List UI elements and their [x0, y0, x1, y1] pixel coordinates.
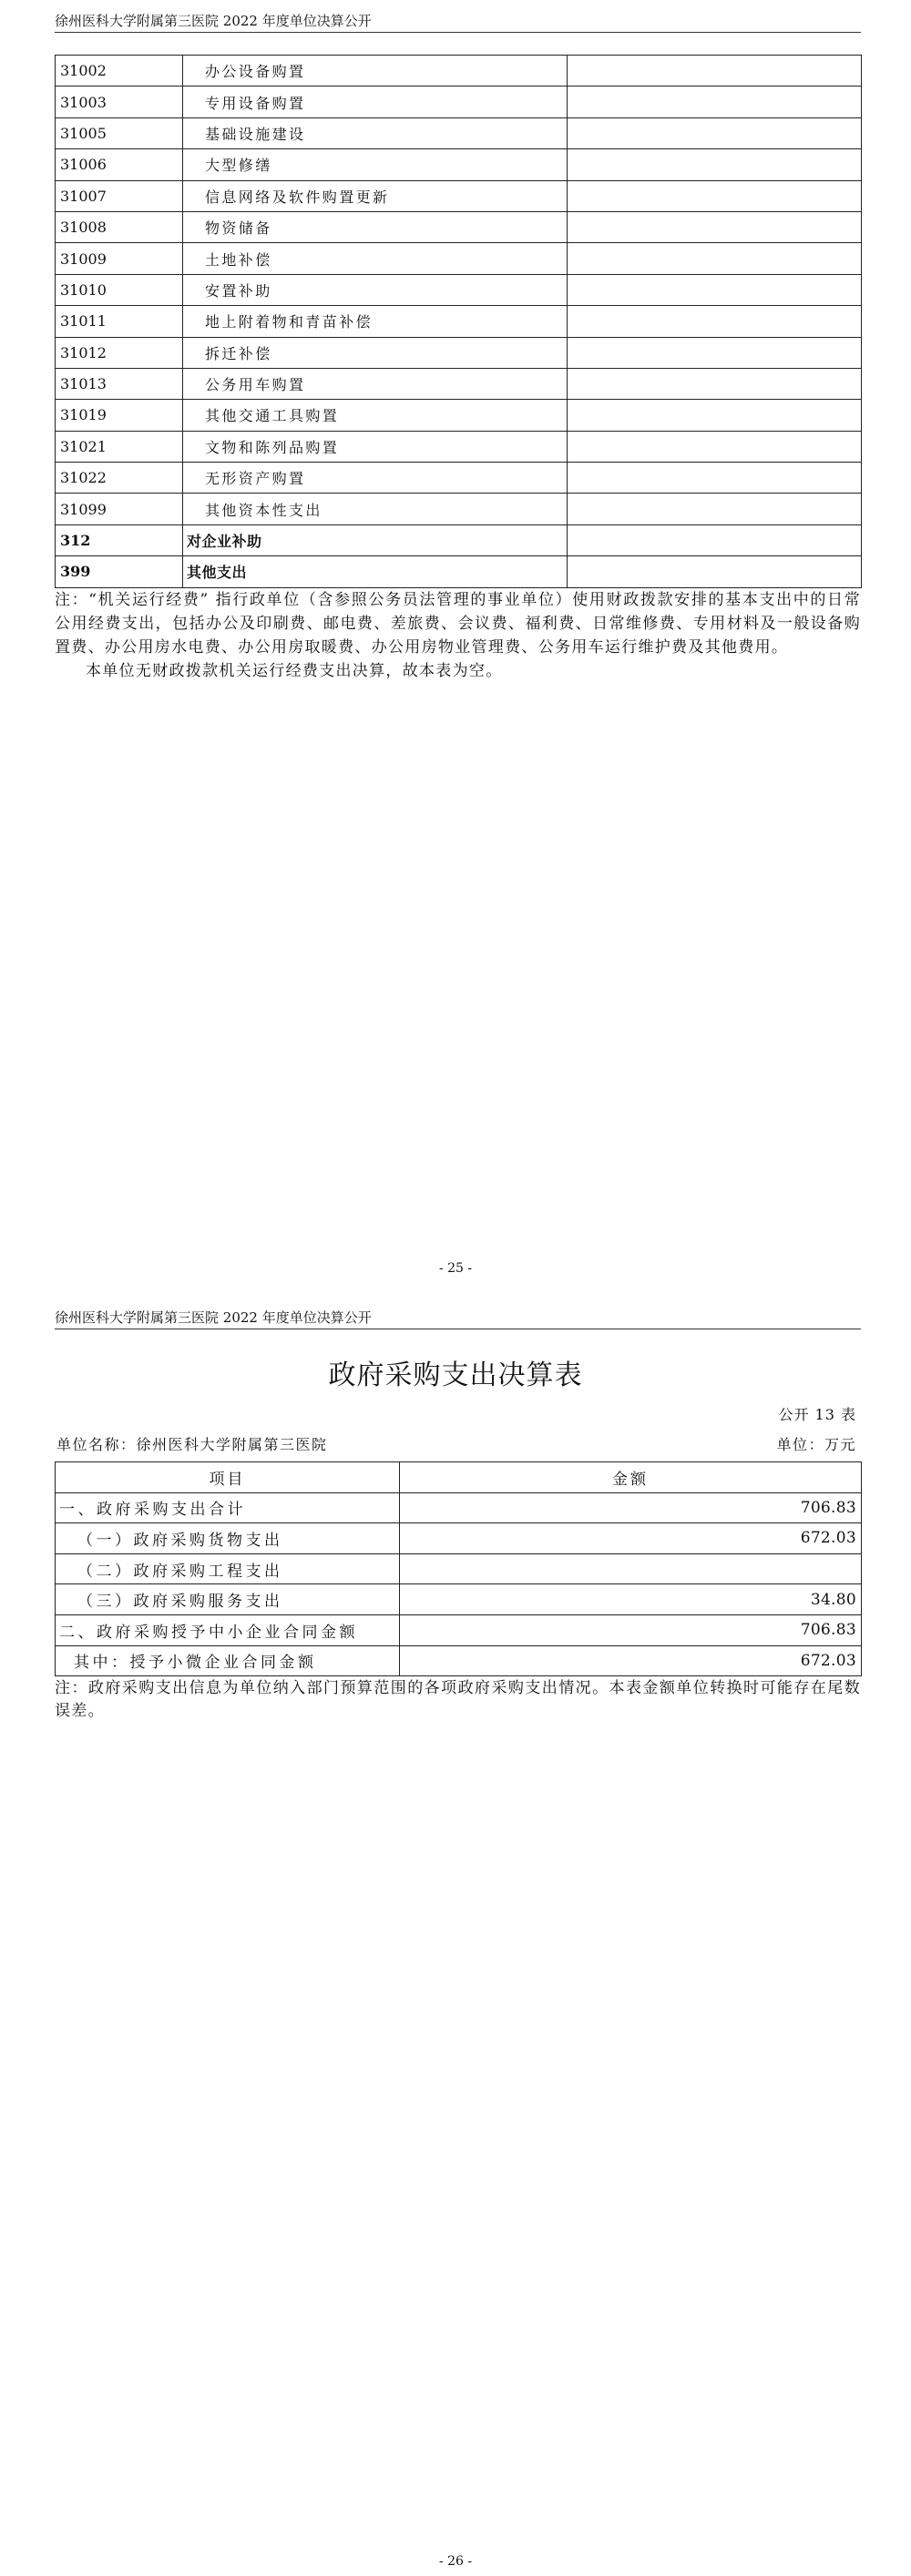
procurement-table: [55, 1461, 862, 1676]
amount-cell: [568, 431, 862, 462]
subject-name: 无形资产购置: [183, 463, 568, 494]
page-title: 政府采购支出决算表: [328, 1359, 583, 1391]
table-note: [55, 1677, 861, 1723]
note-text: 注：政府采购支出信息为单位纳入部门预算范围的各项政府采购支出情况。本表金额单位转换时可能存在尾数误差。: [55, 1679, 861, 1720]
table-row: [56, 243, 862, 274]
table-row: [56, 1584, 862, 1615]
subject-code: 31008: [56, 211, 183, 242]
amount-cell: 672.03: [400, 1645, 862, 1676]
column-header-item: 项目: [56, 1462, 400, 1493]
subject-code: 31011: [56, 306, 183, 337]
item-label: 其中：授予小微企业合同金额: [56, 1645, 400, 1676]
note-text: 注：“机关运行经费” 指行政单位（含参照公务员法管理的事业单位）使用财政拨款安排的基本支出中的日常公用经费支出，包括办公及印刷费、邮电费、差旅费、会议费、福利费、日常维修费、专用材料及一般设备购置费、办公用房水电费、办公用房取暖费、办公用房物业管理费、公务用车运行维护费及其他费用。: [55, 591, 861, 657]
item-label: （三）政府采购服务支出: [56, 1584, 400, 1615]
table-row: [56, 494, 862, 524]
subject-code: 312: [56, 524, 183, 555]
unit-row: [56, 1435, 856, 1455]
subject-name: 土地补偿: [183, 243, 568, 274]
subject-code: 31022: [56, 463, 183, 494]
amount-cell: [568, 180, 862, 211]
table-row: [56, 1614, 862, 1645]
table-row: [56, 1553, 862, 1584]
table-row: [56, 87, 862, 117]
amount-cell: 34.80: [400, 1584, 862, 1615]
subject-code: 31012: [56, 337, 183, 368]
subject-code: 31002: [56, 56, 183, 87]
subject-code: 31013: [56, 368, 183, 399]
subject-name: 信息网络及软件购置更新: [183, 180, 568, 211]
table-row: [56, 431, 862, 462]
subject-name: 地上附着物和青苗补偿: [183, 306, 568, 337]
subject-name: 对企业补助: [183, 524, 568, 555]
subject-code: 31007: [56, 180, 183, 211]
subject-name: 办公设备购置: [183, 56, 568, 87]
table-row: [56, 306, 862, 337]
page-header: 徐州医科大学附属第三医院 2022 年度单位决算公开: [55, 1306, 861, 1329]
table-row: [56, 463, 862, 494]
amount-cell: 706.83: [400, 1614, 862, 1645]
amount-cell: [568, 243, 862, 274]
amount-cell: [568, 463, 862, 494]
item-label: 一、政府采购支出合计: [56, 1492, 400, 1523]
table-row: [56, 117, 862, 148]
table-row: [56, 180, 862, 211]
subject-name: 专用设备购置: [183, 87, 568, 117]
subject-name: 公务用车购置: [183, 368, 568, 399]
subject-code: 31099: [56, 494, 183, 524]
amount-cell: [568, 337, 862, 368]
subject-name: 安置补助: [183, 274, 568, 305]
subject-name: 基础设施建设: [183, 117, 568, 148]
table-row: [56, 211, 862, 242]
table-row-category: [56, 556, 862, 587]
amount-cell: [568, 400, 862, 431]
table-row-category: [56, 524, 862, 555]
column-header-amount: 金额: [400, 1462, 862, 1493]
amount-cell: 706.83: [400, 1492, 862, 1523]
table-row: [56, 1523, 862, 1554]
amount-cell: [568, 494, 862, 524]
amount-cell: [568, 306, 862, 337]
subject-code: 31010: [56, 274, 183, 305]
subject-code: 31019: [56, 400, 183, 431]
remark-text: 本单位无财政拨款机关运行经费支出决算，故本表为空。: [86, 662, 503, 680]
subject-code: 31005: [56, 117, 183, 148]
amount-cell: [568, 117, 862, 148]
page-number: - 26 -: [438, 2554, 473, 2569]
subject-name: 其他交通工具购置: [183, 400, 568, 431]
table-row: [56, 1645, 862, 1676]
table-row: [56, 368, 862, 399]
subject-name: 拆迁补偿: [183, 337, 568, 368]
amount-cell: [568, 149, 862, 180]
amount-cell: [400, 1553, 862, 1584]
subject-name: 大型修缮: [183, 149, 568, 180]
unit-name: 单位名称：徐州医科大学附属第三医院: [56, 1436, 328, 1453]
page-header: 徐州医科大学附属第三医院 2022 年度单位决算公开: [55, 9, 861, 33]
amount-cell: [568, 56, 862, 87]
table-number: 公开 13 表: [778, 1406, 856, 1423]
currency-unit: 单位：万元: [776, 1436, 856, 1453]
table-row: [56, 149, 862, 180]
table-row: [56, 400, 862, 431]
expenditure-table: [55, 55, 862, 588]
table-row: [56, 274, 862, 305]
amount-cell: [568, 274, 862, 305]
subject-code: 31006: [56, 149, 183, 180]
amount-cell: [568, 556, 862, 587]
amount-cell: [568, 368, 862, 399]
amount-cell: [568, 211, 862, 242]
amount-cell: 672.03: [400, 1523, 862, 1554]
subject-name: 其他资本性支出: [183, 494, 568, 524]
table-row: [56, 1492, 862, 1523]
table-row: [56, 337, 862, 368]
subject-name: 物资储备: [183, 211, 568, 242]
subject-name: 其他支出: [183, 556, 568, 587]
subject-code: 399: [56, 556, 183, 587]
subject-name: 文物和陈列品购置: [183, 431, 568, 462]
subject-code: 31003: [56, 87, 183, 117]
subject-code: 31009: [56, 243, 183, 274]
table-note: [55, 588, 861, 683]
subject-code: 31021: [56, 431, 183, 462]
table-row: [56, 56, 862, 87]
item-label: （一）政府采购货物支出: [56, 1523, 400, 1554]
item-label: （二）政府采购工程支出: [56, 1553, 400, 1584]
page-number: - 25 -: [438, 1261, 473, 1276]
table-header-row: [56, 1462, 862, 1493]
item-label: 二、政府采购授予中小企业合同金额: [56, 1614, 400, 1645]
amount-cell: [568, 524, 862, 555]
amount-cell: [568, 87, 862, 117]
